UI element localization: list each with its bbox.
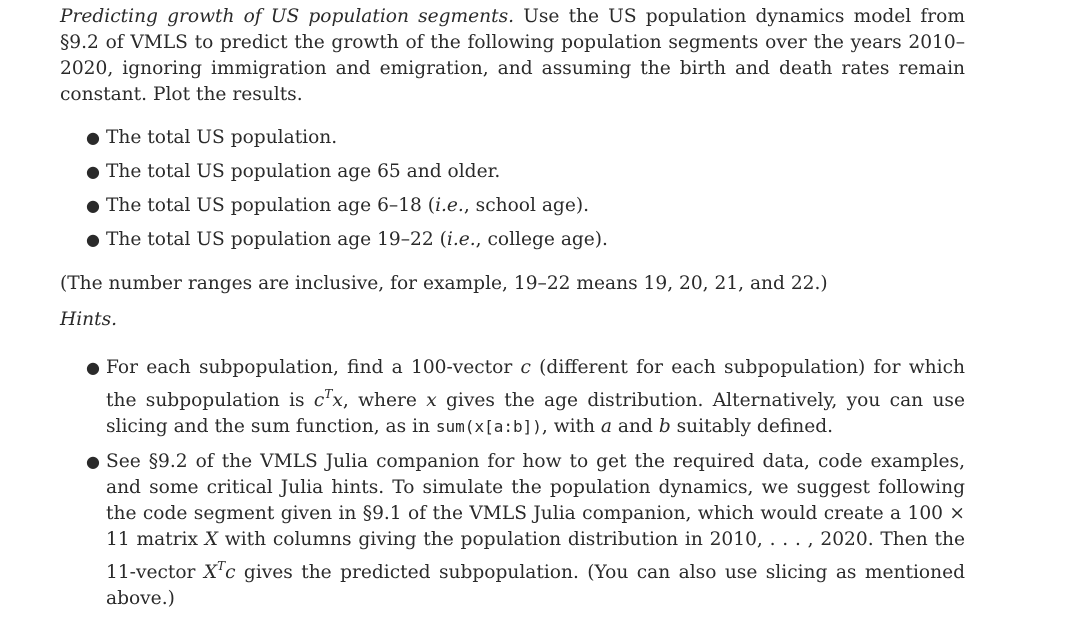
code-snippet: sum(x[a:b]) — [435, 417, 542, 436]
list-item: ● The total US population age 6–18 (i.e., school age). — [60, 189, 965, 223]
segment-list — [60, 121, 965, 257]
range-note: (The number ranges are inclusive, for example, 19–22 means 19, 20, 21, and 22.) — [60, 273, 828, 294]
hints-list — [60, 355, 965, 612]
list-item: ● The total US population age 19–22 (i.e., college age). — [60, 223, 965, 257]
intro-paragraph — [60, 4, 965, 108]
list-item: ● For each subpopulation, find a 100-vector c (different for each subpopulation) for which the subpopulation is $c^Tx$, where x gives the age distribution. Alternatively, you can use slicing and the sum function, as in sum(x[a:b]), with a and b suitably defined. — [86, 357, 965, 437]
bullet-icon: ● — [86, 452, 100, 471]
list-item: ● The total US population age 65 and older. — [60, 155, 965, 189]
bullet-icon: ● — [86, 196, 100, 215]
intro-body: Use the US population dynamics model from §9.2 of VMLS to predict the growth of the following population segments over the years 2010–2020, ignoring immigration and emigration, and assuming the birth and death rates remain constant. Plot the results. — [60, 6, 965, 105]
problem-title: Predicting growth of US population segments. — [60, 6, 515, 27]
problem-statement — [60, 4, 965, 621]
bullet-icon: ● — [86, 128, 100, 147]
list-item: ● See §9.2 of the VMLS Julia companion for how to get the required data, code examples, and some critical Julia hints. To simulate the population dynamics, we suggest following the code segment given in §9.1 of the VMLS Julia companion, which would create a 100 × 11 matrix X with columns giving the population distribution in 2010, . . . , 2020. Then the 11-vector $X^Tc$ gives the predicted subpopulation. (You can also use slicing as mentioned above.) — [86, 451, 965, 609]
bullet-icon: ● — [86, 162, 100, 181]
bullet-icon: ● — [86, 358, 100, 377]
list-item: ● The total US population. — [60, 121, 965, 155]
hints-heading: Hints. — [60, 309, 118, 330]
bullet-icon: ● — [86, 230, 100, 249]
